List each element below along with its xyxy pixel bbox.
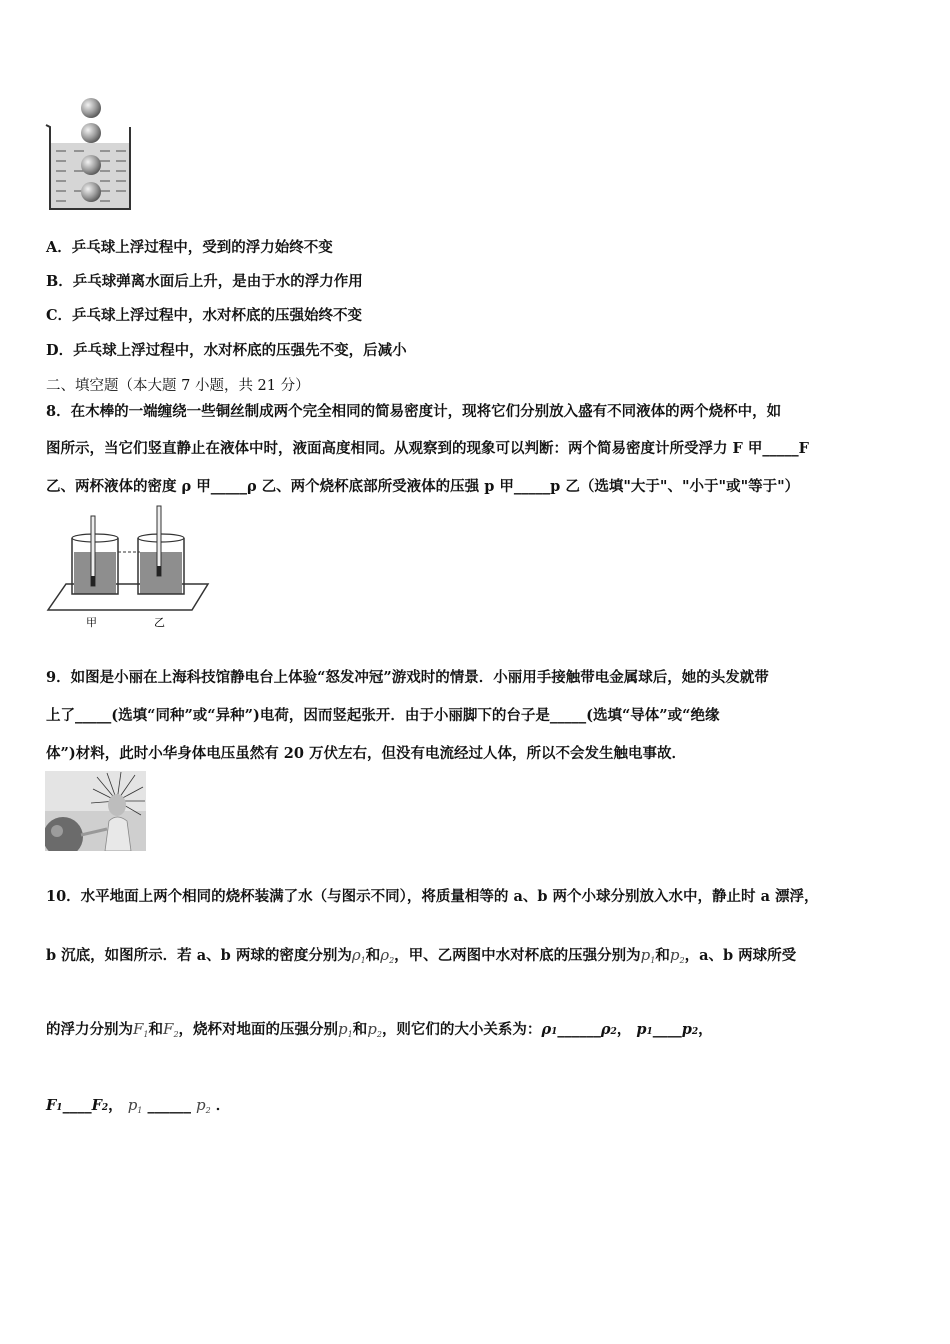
q10-line-3: 的浮力分别为$F_1$和$F_2$，烧杯对地面的压强分别$p_1$和$p_2$，则它们的大小关系为：ρ1______ρ2， p1____p2， — [46, 1020, 713, 1039]
option-d: D．乒乓球上浮过程中，水对杯底的压强先不变，后减小 — [46, 342, 407, 359]
q10-line-2: b 沉底，如图所示．若 a、b 两球的密度分别为$\rho_1$和$\rho_2$，甲、乙两图中水对杯底的压强分别为$p_1$和$p_2$，a、b 两球所受 — [46, 946, 797, 965]
q10-line-4: F1____F2， $p_1$ ______ $p_2$ ． — [46, 1096, 231, 1115]
label-yi: 乙 — [154, 616, 165, 629]
q8-line-1: 8．在木棒的一端缠绕一些铜丝制成两个完全相同的简易密度计，现将它们分别放入盛有不同液体的两个烧杯中，如 — [46, 403, 782, 420]
section-title: 二、填空题（本大题 7 小题，共 21 分） — [46, 378, 310, 394]
q8-line-2: 图所示，当它们竖直静止在液体中时，液面高度相同。从观察到的现象可以判断：两个简易密度计所受浮力 F 甲_____F — [46, 440, 809, 457]
q9-line-1: 9．如图是小丽在上海科技馆静电台上体验“怒发冲冠”游戏时的情景．小丽用手接触带电金属球后，她的头发就带 — [46, 669, 769, 686]
static-hair-photo — [45, 771, 146, 851]
option-c: C．乒乓球上浮过程中，水对杯底的压强始终不变 — [46, 307, 363, 324]
option-b: B．乒乓球弹离水面后上升，是由于水的浮力作用 — [46, 273, 363, 290]
q8-line-3: 乙、两杯液体的密度 ρ 甲_____ρ 乙、两个烧杯底部所受液体的压强 p 甲_____p 乙（选填"大于"、"小于"或"等于"） — [46, 478, 800, 495]
beaker-balls-figure — [44, 95, 136, 215]
option-a: A．乒乓球上浮过程中，受到的浮力始终不变 — [46, 239, 333, 256]
q9-line-2: 上了_____(选填“同种”或“异种”)电荷，因而竖起张开．由于小丽脚下的台子是_____(选填“导体”或“绝缘 — [46, 707, 720, 724]
q10-line-1: 10．水平地面上两个相同的烧杯装满了水（与图示不同），将质量相等的 a、b 两个小球分别放入水中，静止时 a 漂浮， — [46, 888, 819, 905]
q9-line-3: 体”)材料，此时小华身体电压虽然有 20 万伏左右，但没有电流经过人体，所以不会发生触电事故． — [46, 745, 686, 762]
label-jia: 甲 — [86, 616, 97, 629]
hydrometer-figure — [44, 502, 214, 632]
